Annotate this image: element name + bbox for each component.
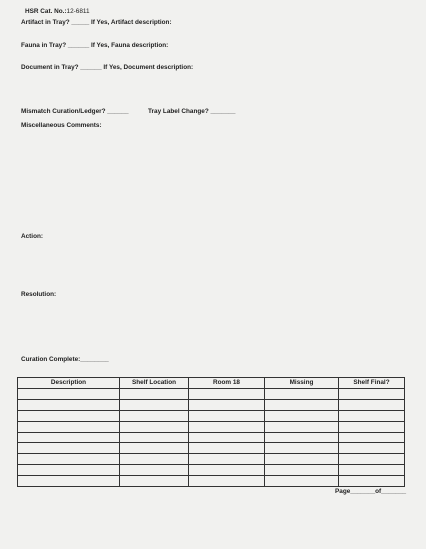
document-question: Document in Tray? ______ If Yes, Document description: <box>21 64 194 71</box>
table-cell <box>18 476 120 487</box>
table-row <box>18 410 405 421</box>
table-cell <box>18 389 120 400</box>
col-shelf-location: Shelf Location <box>120 378 189 389</box>
catalog-number: 12-6811 <box>66 8 90 15</box>
table-cell <box>189 443 265 454</box>
fauna-question: Fauna in Tray? ______ If Yes, Fauna description: <box>21 42 169 49</box>
action-label: Action: <box>21 233 44 240</box>
table-cell <box>120 410 189 421</box>
table-cell <box>120 421 189 432</box>
table-cell <box>120 476 189 487</box>
table-cell <box>189 476 265 487</box>
col-missing: Missing <box>265 378 339 389</box>
table-cell <box>189 454 265 465</box>
table-cell <box>339 454 405 465</box>
table-cell <box>120 454 189 465</box>
catalog-number-line <box>25 9 90 15</box>
table-row <box>18 432 405 443</box>
curation-complete-label: Curation Complete:________ <box>21 356 109 363</box>
table-row <box>18 443 405 454</box>
table-cell <box>120 399 189 410</box>
table-row <box>18 465 405 476</box>
table-cell <box>265 432 339 443</box>
col-description: Description <box>18 378 120 389</box>
table-cell <box>120 465 189 476</box>
artifact-question: Artifact in Tray? _____ If Yes, Artifact description: <box>21 19 172 26</box>
table-row <box>18 454 405 465</box>
table-cell <box>120 432 189 443</box>
table-cell <box>265 399 339 410</box>
table-cell <box>18 432 120 443</box>
table-cell <box>265 465 339 476</box>
table-body <box>18 389 405 487</box>
misc-comments-label: Miscellaneous Comments: <box>21 122 102 129</box>
inventory-table <box>17 377 405 487</box>
mismatch-question: Mismatch Curation/Ledger? ______ <box>21 108 129 115</box>
table-cell <box>18 421 120 432</box>
table-cell <box>18 410 120 421</box>
tray-label-question: Tray Label Change? _______ <box>148 108 236 115</box>
table-cell <box>339 410 405 421</box>
resolution-label: Resolution: <box>21 291 57 298</box>
table-cell <box>189 432 265 443</box>
catalog-label: HSR Cat. No.: <box>25 8 67 15</box>
table-cell <box>120 389 189 400</box>
table-cell <box>18 443 120 454</box>
table-cell <box>339 399 405 410</box>
table-row <box>18 389 405 400</box>
table-cell <box>265 389 339 400</box>
table-cell <box>18 465 120 476</box>
table-cell <box>18 454 120 465</box>
table-header-row <box>18 378 405 389</box>
table-cell <box>265 421 339 432</box>
table-cell <box>189 465 265 476</box>
table-row <box>18 399 405 410</box>
col-room-18: Room 18 <box>189 378 265 389</box>
table-cell <box>189 410 265 421</box>
col-shelf-final: Shelf Final? <box>339 378 405 389</box>
table-cell <box>265 454 339 465</box>
table-cell <box>265 476 339 487</box>
table-cell <box>189 389 265 400</box>
page-count-label: Page_______of_______ <box>335 488 407 495</box>
table-cell <box>339 421 405 432</box>
table-cell <box>120 443 189 454</box>
table-cell <box>265 443 339 454</box>
table-cell <box>189 421 265 432</box>
table-cell <box>339 465 405 476</box>
table-cell <box>339 476 405 487</box>
table-cell <box>265 410 339 421</box>
table-cell <box>339 389 405 400</box>
table-cell <box>189 399 265 410</box>
table-cell <box>339 443 405 454</box>
table-cell <box>18 399 120 410</box>
table-row <box>18 476 405 487</box>
table-row <box>18 421 405 432</box>
table-cell <box>339 432 405 443</box>
